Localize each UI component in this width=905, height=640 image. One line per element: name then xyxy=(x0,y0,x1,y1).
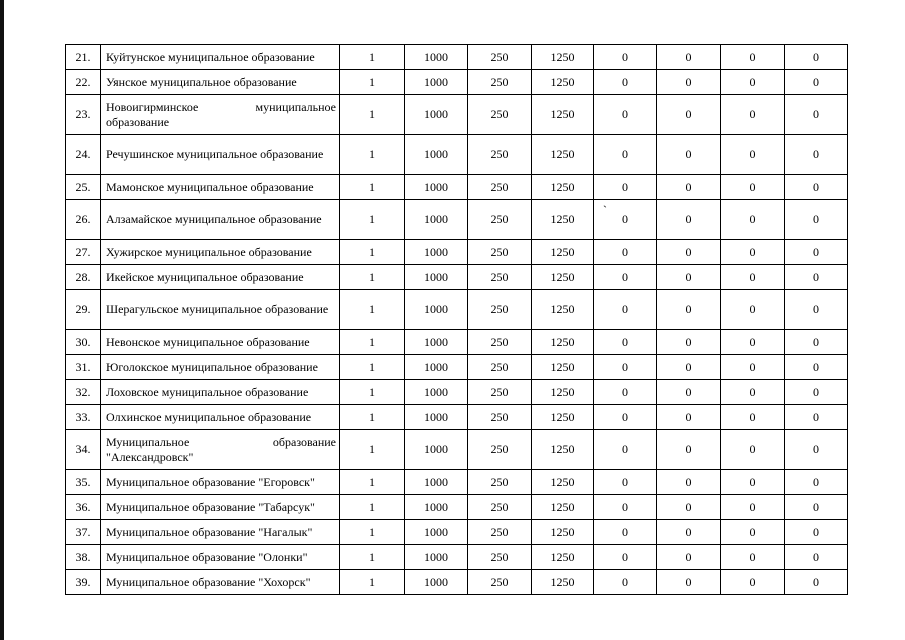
value-cell: 0 xyxy=(721,200,785,240)
value-cell: 0 xyxy=(785,430,848,470)
value-cell: 0 xyxy=(785,175,848,200)
value-cell: 1 xyxy=(340,545,405,570)
municipality-name: Хужирское муниципальное образование xyxy=(101,240,340,265)
value-cell: 250 xyxy=(468,470,532,495)
row-number: 28. xyxy=(66,265,101,290)
value-cell: 250 xyxy=(468,95,532,135)
value-cell: 0 xyxy=(594,430,657,470)
value-cell: 0 xyxy=(721,135,785,175)
table-row xyxy=(66,470,848,495)
table-row xyxy=(66,265,848,290)
municipality-name: Мамонское муниципальное образование xyxy=(101,175,340,200)
value-cell: 0 xyxy=(657,175,721,200)
value-cell: 1000 xyxy=(405,240,468,265)
value-cell: 1250 xyxy=(532,135,594,175)
municipality-name: Муниципальное образование "Табарсук" xyxy=(101,495,340,520)
table-row xyxy=(66,240,848,265)
row-number: 25. xyxy=(66,175,101,200)
municipality-name: Новоигирминское муниципальное образование xyxy=(101,95,340,135)
row-number: 21. xyxy=(66,45,101,70)
value-cell: 0 xyxy=(657,570,721,595)
value-cell: 250 xyxy=(468,45,532,70)
table-row xyxy=(66,545,848,570)
table-row xyxy=(66,520,848,545)
value-cell: 250 xyxy=(468,135,532,175)
value-cell: 1000 xyxy=(405,495,468,520)
value-cell: 1 xyxy=(340,380,405,405)
municipality-name: Лоховское муниципальное образование xyxy=(101,380,340,405)
value-cell: 1250 xyxy=(532,545,594,570)
value-cell: 250 xyxy=(468,330,532,355)
value-cell: 0 xyxy=(721,330,785,355)
value-cell: 1 xyxy=(340,330,405,355)
value-cell: 0 xyxy=(785,470,848,495)
row-number: 30. xyxy=(66,330,101,355)
table-row xyxy=(66,380,848,405)
scan-speck: ` xyxy=(603,203,607,217)
municipality-name: Куйтунское муниципальное образование xyxy=(101,45,340,70)
value-cell: 0 xyxy=(657,545,721,570)
value-cell: 1 xyxy=(340,430,405,470)
value-cell: 1000 xyxy=(405,70,468,95)
value-cell: 1250 xyxy=(532,520,594,545)
value-cell: 0 xyxy=(594,355,657,380)
value-cell: 0 xyxy=(594,175,657,200)
value-cell: 0 xyxy=(594,45,657,70)
value-cell: 0 xyxy=(721,380,785,405)
value-cell: 1000 xyxy=(405,545,468,570)
table-row xyxy=(66,430,848,470)
table-row xyxy=(66,290,848,330)
value-cell: 0 xyxy=(594,135,657,175)
value-cell: 0 xyxy=(594,70,657,95)
value-cell: 1250 xyxy=(532,265,594,290)
value-cell: 1 xyxy=(340,240,405,265)
value-cell: 250 xyxy=(468,570,532,595)
value-cell: 1250 xyxy=(532,570,594,595)
table-row xyxy=(66,355,848,380)
value-cell: 0 xyxy=(657,135,721,175)
value-cell: 0 xyxy=(785,95,848,135)
value-cell: 1250 xyxy=(532,355,594,380)
row-number: 31. xyxy=(66,355,101,380)
value-cell: 1250 xyxy=(532,175,594,200)
value-cell: 0 xyxy=(721,545,785,570)
value-cell: 0 xyxy=(657,265,721,290)
value-cell: 1 xyxy=(340,290,405,330)
value-cell: 0 xyxy=(785,545,848,570)
table-row xyxy=(66,570,848,595)
value-cell: 0 xyxy=(721,570,785,595)
value-cell: 1250 xyxy=(532,70,594,95)
value-cell: 0 xyxy=(657,520,721,545)
value-cell: 0 xyxy=(785,380,848,405)
value-cell: 250 xyxy=(468,265,532,290)
value-cell: 250 xyxy=(468,70,532,95)
municipality-name: Муниципальное образование "Олонки" xyxy=(101,545,340,570)
value-cell: 1250 xyxy=(532,495,594,520)
row-number: 39. xyxy=(66,570,101,595)
value-cell: 0 xyxy=(657,70,721,95)
row-number: 38. xyxy=(66,545,101,570)
value-cell: 0 xyxy=(657,330,721,355)
table-row xyxy=(66,405,848,430)
municipality-name: Юголокское муниципальное образование xyxy=(101,355,340,380)
row-number: 32. xyxy=(66,380,101,405)
value-cell: 0 xyxy=(657,470,721,495)
value-cell: 1 xyxy=(340,570,405,595)
value-cell: 1 xyxy=(340,520,405,545)
row-number: 29. xyxy=(66,290,101,330)
value-cell: 1 xyxy=(340,175,405,200)
value-cell: 0 xyxy=(721,290,785,330)
value-cell: 1000 xyxy=(405,380,468,405)
value-cell: 1250 xyxy=(532,430,594,470)
value-cell: 1 xyxy=(340,355,405,380)
value-cell: 0 xyxy=(657,290,721,330)
row-number: 27. xyxy=(66,240,101,265)
table-row xyxy=(66,95,848,135)
value-cell: 0 xyxy=(657,200,721,240)
value-cell: 0 xyxy=(594,470,657,495)
row-number: 22. xyxy=(66,70,101,95)
municipality-name: Муниципальное образование "Александровск" xyxy=(101,430,340,470)
value-cell: 1250 xyxy=(532,470,594,495)
value-cell: 0 xyxy=(721,70,785,95)
table-body xyxy=(66,45,848,595)
value-cell: 0 xyxy=(594,95,657,135)
value-cell: 250 xyxy=(468,290,532,330)
value-cell: 0 xyxy=(657,95,721,135)
value-cell: 1 xyxy=(340,405,405,430)
municipality-name: Олхинское муниципальное образование xyxy=(101,405,340,430)
value-cell: 250 xyxy=(468,520,532,545)
value-cell: 1250 xyxy=(532,405,594,430)
municipality-name: Муниципальное образование "Нагалык" xyxy=(101,520,340,545)
value-cell: 1000 xyxy=(405,95,468,135)
value-cell: 250 xyxy=(468,380,532,405)
value-cell: 1000 xyxy=(405,175,468,200)
value-cell: 250 xyxy=(468,545,532,570)
value-cell: 0 xyxy=(594,570,657,595)
municipality-name: Муниципальное образование "Егоровск" xyxy=(101,470,340,495)
table-row xyxy=(66,135,848,175)
municipality-name: Уянское муниципальное образование xyxy=(101,70,340,95)
value-cell: 0 xyxy=(785,240,848,265)
scan-edge xyxy=(0,0,4,640)
table-row xyxy=(66,45,848,70)
value-cell: 0 xyxy=(594,240,657,265)
municipality-name: Муниципальное образование "Хохорск" xyxy=(101,570,340,595)
value-cell: 0 xyxy=(594,405,657,430)
row-number: 34. xyxy=(66,430,101,470)
value-cell: 0 xyxy=(657,430,721,470)
value-cell: 0 xyxy=(785,330,848,355)
value-cell: 1000 xyxy=(405,570,468,595)
table-row xyxy=(66,495,848,520)
value-cell: 1 xyxy=(340,70,405,95)
value-cell: 0 xyxy=(785,265,848,290)
value-cell: 1250 xyxy=(532,95,594,135)
value-cell: 0 xyxy=(785,70,848,95)
value-cell: 0 xyxy=(594,200,657,240)
value-cell: 0 xyxy=(657,495,721,520)
value-cell: 0 xyxy=(657,45,721,70)
value-cell: 0 xyxy=(594,520,657,545)
value-cell: 0 xyxy=(721,520,785,545)
value-cell: 1 xyxy=(340,470,405,495)
value-cell: 0 xyxy=(721,175,785,200)
value-cell: 1250 xyxy=(532,290,594,330)
value-cell: 1000 xyxy=(405,405,468,430)
value-cell: 1000 xyxy=(405,265,468,290)
municipality-name: Икейское муниципальное образование xyxy=(101,265,340,290)
value-cell: 0 xyxy=(657,240,721,265)
value-cell: 1 xyxy=(340,495,405,520)
value-cell: 0 xyxy=(657,380,721,405)
value-cell: 0 xyxy=(721,430,785,470)
value-cell: 1 xyxy=(340,200,405,240)
value-cell: 0 xyxy=(785,200,848,240)
value-cell: 250 xyxy=(468,240,532,265)
value-cell: 0 xyxy=(721,470,785,495)
value-cell: 0 xyxy=(785,520,848,545)
row-number: 24. xyxy=(66,135,101,175)
municipality-name: Алзамайское муниципальное образование xyxy=(101,200,340,240)
row-number: 36. xyxy=(66,495,101,520)
municipality-name: Речушинское муниципальное образование xyxy=(101,135,340,175)
value-cell: 0 xyxy=(721,495,785,520)
value-cell: 0 xyxy=(721,240,785,265)
value-cell: 0 xyxy=(594,380,657,405)
value-cell: 1000 xyxy=(405,430,468,470)
value-cell: 0 xyxy=(594,495,657,520)
value-cell: 1000 xyxy=(405,330,468,355)
value-cell: 250 xyxy=(468,495,532,520)
value-cell: 0 xyxy=(785,405,848,430)
value-cell: 250 xyxy=(468,355,532,380)
value-cell: 1 xyxy=(340,95,405,135)
value-cell: 1 xyxy=(340,45,405,70)
table-row xyxy=(66,175,848,200)
value-cell: 0 xyxy=(657,405,721,430)
value-cell: 0 xyxy=(594,290,657,330)
value-cell: 1250 xyxy=(532,45,594,70)
table-row xyxy=(66,330,848,355)
value-cell: 0 xyxy=(785,45,848,70)
row-number: 35. xyxy=(66,470,101,495)
value-cell: 1000 xyxy=(405,520,468,545)
municipality-name: Шерагульское муниципальное образование xyxy=(101,290,340,330)
value-cell: 1250 xyxy=(532,330,594,355)
value-cell: 1250 xyxy=(532,240,594,265)
value-cell: 0 xyxy=(721,95,785,135)
value-cell: 1000 xyxy=(405,200,468,240)
municipality-name: Невонское муниципальное образование xyxy=(101,330,340,355)
value-cell: 0 xyxy=(721,265,785,290)
value-cell: 0 xyxy=(657,355,721,380)
value-cell: 250 xyxy=(468,430,532,470)
value-cell: 0 xyxy=(785,570,848,595)
value-cell: 0 xyxy=(594,545,657,570)
value-cell: 250 xyxy=(468,175,532,200)
row-number: 23. xyxy=(66,95,101,135)
value-cell: 1000 xyxy=(405,290,468,330)
value-cell: 1000 xyxy=(405,355,468,380)
value-cell: 0 xyxy=(785,290,848,330)
value-cell: 0 xyxy=(721,405,785,430)
value-cell: 1000 xyxy=(405,135,468,175)
value-cell: 1000 xyxy=(405,470,468,495)
value-cell: 0 xyxy=(785,135,848,175)
value-cell: 1000 xyxy=(405,45,468,70)
value-cell: 0 xyxy=(785,495,848,520)
value-cell: 250 xyxy=(468,405,532,430)
value-cell: 1250 xyxy=(532,200,594,240)
value-cell: 1250 xyxy=(532,380,594,405)
table-row xyxy=(66,70,848,95)
value-cell: 1 xyxy=(340,265,405,290)
row-number: 26. xyxy=(66,200,101,240)
municipalities-table xyxy=(65,44,848,595)
row-number: 37. xyxy=(66,520,101,545)
row-number: 33. xyxy=(66,405,101,430)
table-row xyxy=(66,200,848,240)
value-cell: 0 xyxy=(785,355,848,380)
value-cell: 0 xyxy=(594,265,657,290)
value-cell: 0 xyxy=(594,330,657,355)
value-cell: 0 xyxy=(721,355,785,380)
value-cell: 0 xyxy=(721,45,785,70)
value-cell: 1 xyxy=(340,135,405,175)
value-cell: 250 xyxy=(468,200,532,240)
